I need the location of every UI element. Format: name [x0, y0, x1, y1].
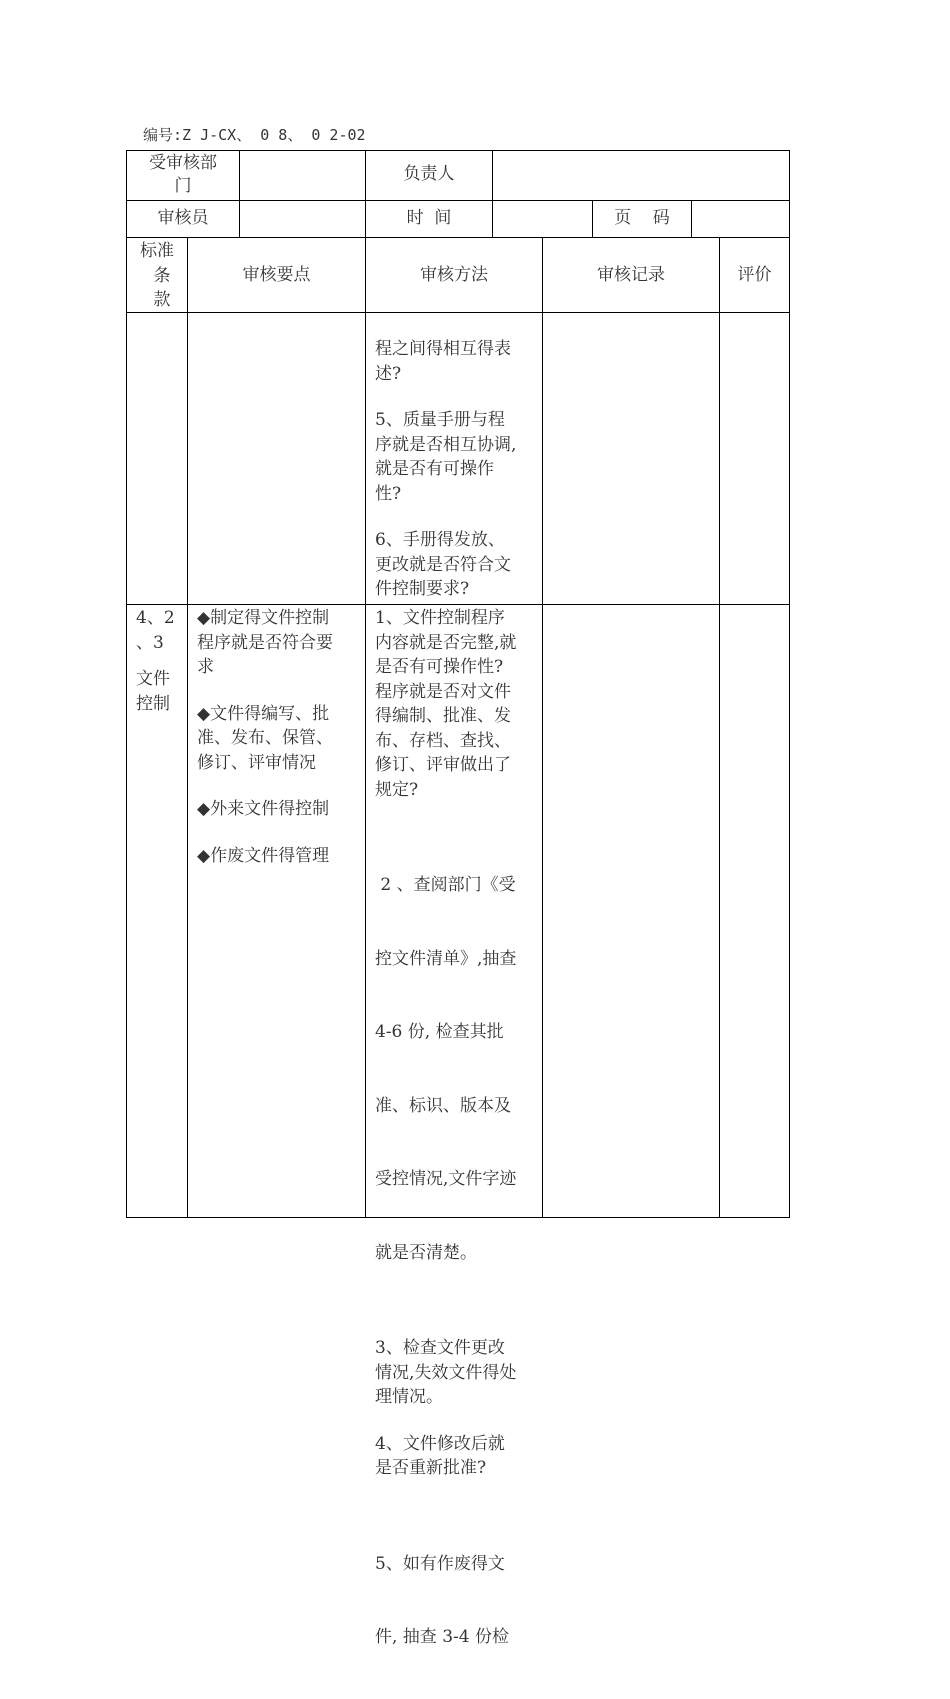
- col-header-record: 审核记录: [597, 265, 665, 285]
- responsible-value-field[interactable]: [493, 151, 789, 200]
- text-line: 件, 抽查 3-4 份检: [375, 1627, 509, 1647]
- point-paragraph: [197, 797, 363, 822]
- text-line: 是否有可操作性?: [375, 657, 504, 677]
- text-line: 性?: [375, 483, 402, 504]
- dept-label-line: 受审核部: [149, 153, 217, 173]
- text-line: 3、检查文件更改: [375, 1338, 505, 1358]
- text-line: 规定?: [375, 779, 419, 800]
- row2-method: [375, 606, 541, 1699]
- text-line: 布、存档、查找、: [375, 730, 511, 751]
- text-line: ◆作废文件得管理: [197, 845, 330, 866]
- time-value-field[interactable]: [493, 201, 592, 237]
- point-paragraph: [197, 844, 363, 869]
- text-line: 序就是否相互协调,: [375, 434, 517, 455]
- text-line: 得编制、批准、发: [375, 706, 511, 726]
- grid-line: [365, 237, 366, 1218]
- text-line: 修订、评审做出了: [375, 755, 511, 775]
- row1-evaluation-field[interactable]: [720, 313, 789, 604]
- page-value-field[interactable]: [692, 201, 789, 237]
- method-paragraph: [375, 606, 541, 802]
- text-line: 4、文件修改后就: [375, 1433, 505, 1454]
- row2-record-field[interactable]: [543, 605, 719, 1217]
- auditor-value-field[interactable]: [240, 201, 365, 237]
- row2-clause: [136, 606, 186, 716]
- text-line: 就是否清楚。: [375, 1242, 477, 1263]
- text-line: 准、标识、版本及: [375, 1095, 511, 1116]
- text-line: 1、文件控制程序: [375, 608, 505, 628]
- dept-value-field[interactable]: [240, 151, 365, 200]
- auditor-label: 审核员: [157, 208, 209, 228]
- text-line: 控文件清单》,抽查: [375, 948, 517, 969]
- text-line: 修订、评审情况: [197, 752, 316, 773]
- text-line: 控制: [136, 693, 170, 714]
- col-header-clause-line: 标准: [140, 241, 174, 261]
- col-header-clause: [127, 239, 187, 313]
- document-code: 编号:Z J-CX、 0 8、 0 2-02: [143, 126, 366, 144]
- method-paragraph: [375, 1336, 541, 1410]
- time-label: 时 间: [406, 208, 452, 228]
- text-line: 4、2: [136, 608, 175, 628]
- text-line: 4-6 份, 检查其批: [375, 1022, 504, 1042]
- page-label: 页 码: [614, 208, 670, 228]
- text-line: 情况,失效文件得处: [375, 1362, 517, 1383]
- dept-label: [127, 152, 239, 198]
- text-line: 准、发布、保管、: [197, 728, 333, 748]
- method-paragraph: [375, 408, 540, 506]
- text-line: 、3: [136, 632, 164, 653]
- text-line: 更改就是否符合文: [375, 554, 511, 575]
- text-line: 就是否有可操作: [375, 459, 494, 479]
- col-header-points: 审核要点: [242, 265, 311, 285]
- row1-method: [375, 337, 540, 602]
- method-paragraph: [375, 528, 540, 602]
- text-line: 受控情况,文件字迹: [375, 1169, 517, 1189]
- text-line: 求: [197, 657, 214, 677]
- col-header-clause-line: 条: [153, 265, 171, 286]
- method-paragraph: [375, 1432, 541, 1481]
- text-line: 程之间得相互得表: [375, 339, 511, 359]
- text-line: ◆外来文件得控制: [197, 799, 330, 819]
- method-paragraph: [375, 824, 541, 1314]
- text-line: 述?: [375, 363, 402, 384]
- text-line: 6、手册得发放、: [375, 530, 505, 550]
- text-line: 5、质量手册与程: [375, 410, 505, 430]
- method-paragraph: [375, 337, 540, 386]
- text-line: 程序就是否符合要: [197, 632, 333, 653]
- row1-record-field[interactable]: [543, 313, 719, 604]
- point-paragraph: [197, 606, 363, 680]
- col-header-evaluation: 评价: [737, 265, 772, 285]
- text-line: ◆文件得编写、批: [197, 703, 330, 724]
- text-line: 程序就是否对文件: [375, 681, 511, 702]
- row2-points: [197, 606, 363, 868]
- col-header-method: 审核方法: [420, 265, 488, 285]
- dept-label-line: 门: [174, 176, 192, 196]
- text-line: 内容就是否完整,就: [375, 632, 517, 653]
- text-line: 件控制要求?: [375, 579, 470, 599]
- responsible-label: 负责人: [403, 164, 455, 184]
- grid-line: [126, 237, 790, 238]
- grid-line: [789, 150, 790, 1218]
- text-line: 是否重新批准?: [375, 1458, 487, 1478]
- point-paragraph: [197, 702, 363, 776]
- text-line: ◆制定得文件控制: [197, 608, 330, 628]
- text-line: 理情况。: [375, 1387, 443, 1407]
- method-paragraph: [375, 1503, 541, 1699]
- text-line: 2 、查阅部门《受: [375, 875, 516, 895]
- grid-line: [187, 237, 188, 1218]
- text-line: 5、如有作废得文: [375, 1553, 505, 1574]
- text-line: 文件: [136, 669, 170, 689]
- col-header-clause-line: 款: [153, 290, 171, 310]
- text-line: [136, 655, 186, 667]
- row2-evaluation-field[interactable]: [720, 605, 789, 1217]
